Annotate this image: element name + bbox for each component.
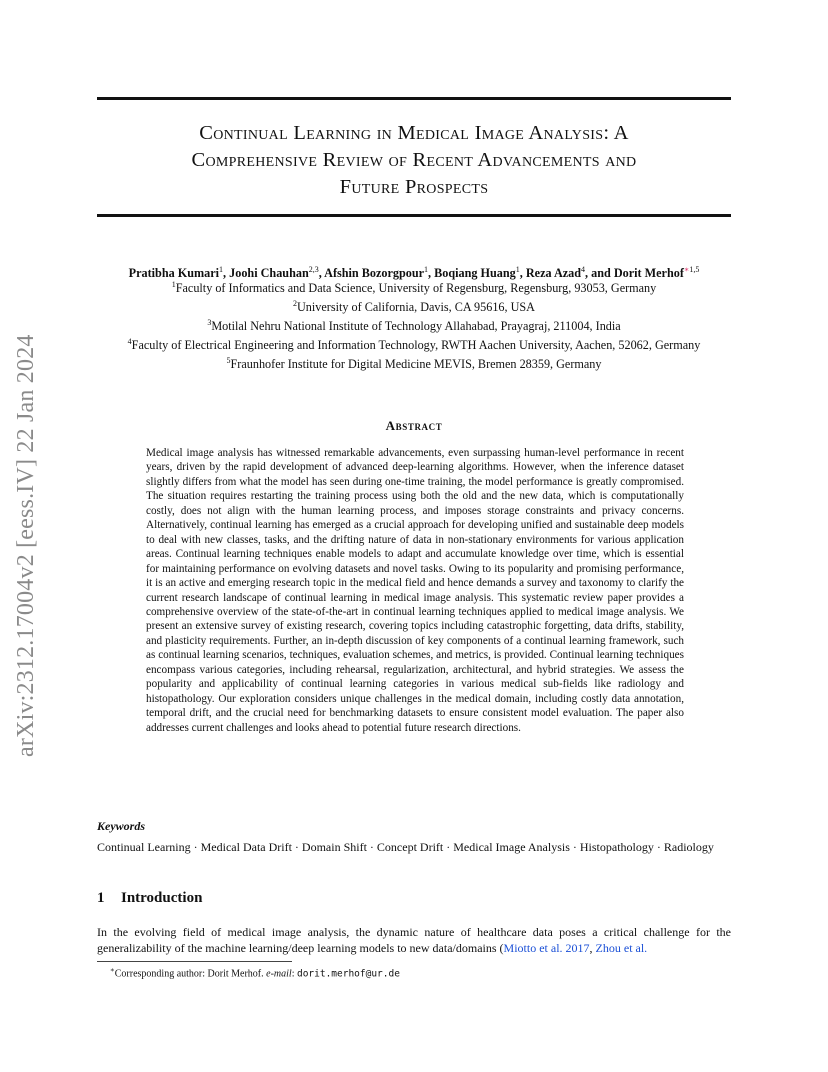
author-separator: , <box>318 266 325 281</box>
affiliation-text: Faculty of Informatics and Data Science, University of Regensburg, Regensburg, 93053, Germany <box>175 281 657 296</box>
affiliation <box>60 277 768 296</box>
email-address[interactable]: dorit.merhof@ur.de <box>296 968 400 980</box>
title-bottom-rule <box>97 214 731 217</box>
citation-link[interactable]: Zhou et al. <box>595 940 648 955</box>
title-line-3: Future Prospects <box>339 176 489 198</box>
paper-title <box>97 120 731 201</box>
footnote-label: Corresponding author: Dorit Merhof. <box>114 968 264 980</box>
email-separator: : <box>291 968 297 980</box>
citation-link[interactable]: Miotto et al. 2017 <box>503 940 590 955</box>
author-affiliation-mark: 4 <box>581 265 586 274</box>
author: Afshin Bozorgpour <box>324 266 425 281</box>
author-affiliation-mark: 1 <box>424 265 429 274</box>
author-affiliation-mark: 2,3 <box>308 265 319 274</box>
affiliation-text: Fraunhofer Institute for Digital Medicine MEVIS, Bremen 28359, Germany <box>230 357 602 372</box>
affiliation-number: 3 <box>207 318 212 328</box>
keywords-heading: Keywords <box>97 819 145 833</box>
title-top-rule <box>97 97 731 100</box>
affiliation-number: 4 <box>127 337 132 347</box>
introduction-paragraph <box>97 925 731 956</box>
affiliation-list <box>60 277 768 372</box>
affiliation-text: Faculty of Electrical Engineering and Information Technology, RWTH Aachen University, Aachen, 52062, Germany <box>131 338 701 353</box>
author-separator: , <box>519 266 526 281</box>
author-affiliation-mark: 1 <box>515 265 520 274</box>
affiliation <box>60 315 768 334</box>
footnote-rule <box>97 961 292 962</box>
citation-separator: , <box>589 940 596 955</box>
section-number: 1 <box>97 890 105 906</box>
keywords-list: Continual Learning · Medical Data Drift · Domain Shift · Concept Drift · Medical Image Analysis · Histopathology · Radiology <box>97 840 714 854</box>
author-separator: , <box>428 266 435 281</box>
affiliation-number: 5 <box>226 356 231 366</box>
affiliation <box>60 296 768 315</box>
footnote-marker: ∗ <box>110 966 115 974</box>
author: Reza Azad <box>525 266 582 281</box>
affiliation-number: 1 <box>171 280 176 289</box>
author: Boqiang Huang <box>434 266 516 281</box>
affiliation <box>60 353 768 372</box>
section-title: Introduction <box>121 890 203 906</box>
arxiv-identifier: arXiv:2312.17004v2 [eess.IV] 22 Jan 2024 <box>13 334 39 757</box>
affiliation <box>60 334 768 353</box>
author: Dorit Merhof <box>613 266 684 281</box>
affiliation-number: 2 <box>293 299 297 309</box>
author: Joohi Chauhan <box>229 266 309 281</box>
email-label: e-mail <box>266 968 292 980</box>
author-separator: , <box>223 266 230 281</box>
corresponding-author-mark[interactable]: ∗ <box>683 265 690 274</box>
abstract-body: Medical image analysis has witnessed remarkable advancements, even surpassing human-level performance in recent years, driven by the rapid development of advanced deep-learning algorithms. However, when the inference dataset slightly differs from what the model has seen during one-time training, the model performance is greatly compromised. The situation requires restarting the training process using both the old and the new data, which is computationally costly, does not align with the human learning process, and imposes storage constraints and privacy concerns. Alternatively, continual learning has emerged as a crucial approach for developing unified and sustainable deep models to deal with new classes, tasks, and the drifting nature of data in non-stationary environments for various application areas. Continual learning techniques enable models to adapt and accumulate knowledge over time, which is essential for maintaining performance on evolving datasets and novel tasks. Owing to its popularity and promising performance, it is an active and emerging research topic in the medical field and hence demands a survey and taxonomy to clarify the current research landscape of continual learning in medical image analysis. This systematic review paper provides a comprehensive overview of the state-of-the-art in continual learning techniques applied to medical image analysis. We present an extensive survey of existing research, covering topics including catastrophic forgetting, data drifts, stability, and plasticity requirements. Further, an in-depth discussion of key components of a continual learning framework, such as continual learning scenarios, techniques, evaluation schemes, and metrics, is provided. Continual learning techniques encompass various categories, including rehearsal, regularization, architectural, and hybrid strategies. We assess the popularity and applicability of continual learning categories in various medical sub-fields like radiology and histopathology. Our exploration considers unique challenges in the medical domain, including costly data annotation, temporal drift, and the crucial need for benchmarking datasets to ensure consistent model evaluation. The paper also addresses current challenges and looks ahead to potential future research directions. <box>146 447 684 734</box>
introduction-text: In the evolving field of medical image analysis, the dynamic nature of healthcare data poses a critical challenge for the generalizability of the machine learning/deep learning models to new data/domains ( <box>97 925 731 955</box>
section-heading-introduction <box>97 890 202 907</box>
author: Pratibha Kumari <box>128 266 220 281</box>
title-line-1: Continual Learning in Medical Image Analysis: A <box>199 122 629 144</box>
affiliation-text: Motilal Nehru National Institute of Technology Allahabad, Prayagraj, 211004, India <box>211 319 621 334</box>
title-line-2: Comprehensive Review of Recent Advancements and <box>191 149 637 171</box>
affiliation-text: University of California, Davis, CA 95616, USA <box>297 300 535 315</box>
author-affiliation-mark: 1,5 <box>689 265 700 274</box>
author-affiliation-mark: 1 <box>219 265 224 274</box>
abstract-heading: Abstract <box>385 418 443 433</box>
author-separator: , and <box>585 266 614 281</box>
footnote <box>110 964 400 980</box>
